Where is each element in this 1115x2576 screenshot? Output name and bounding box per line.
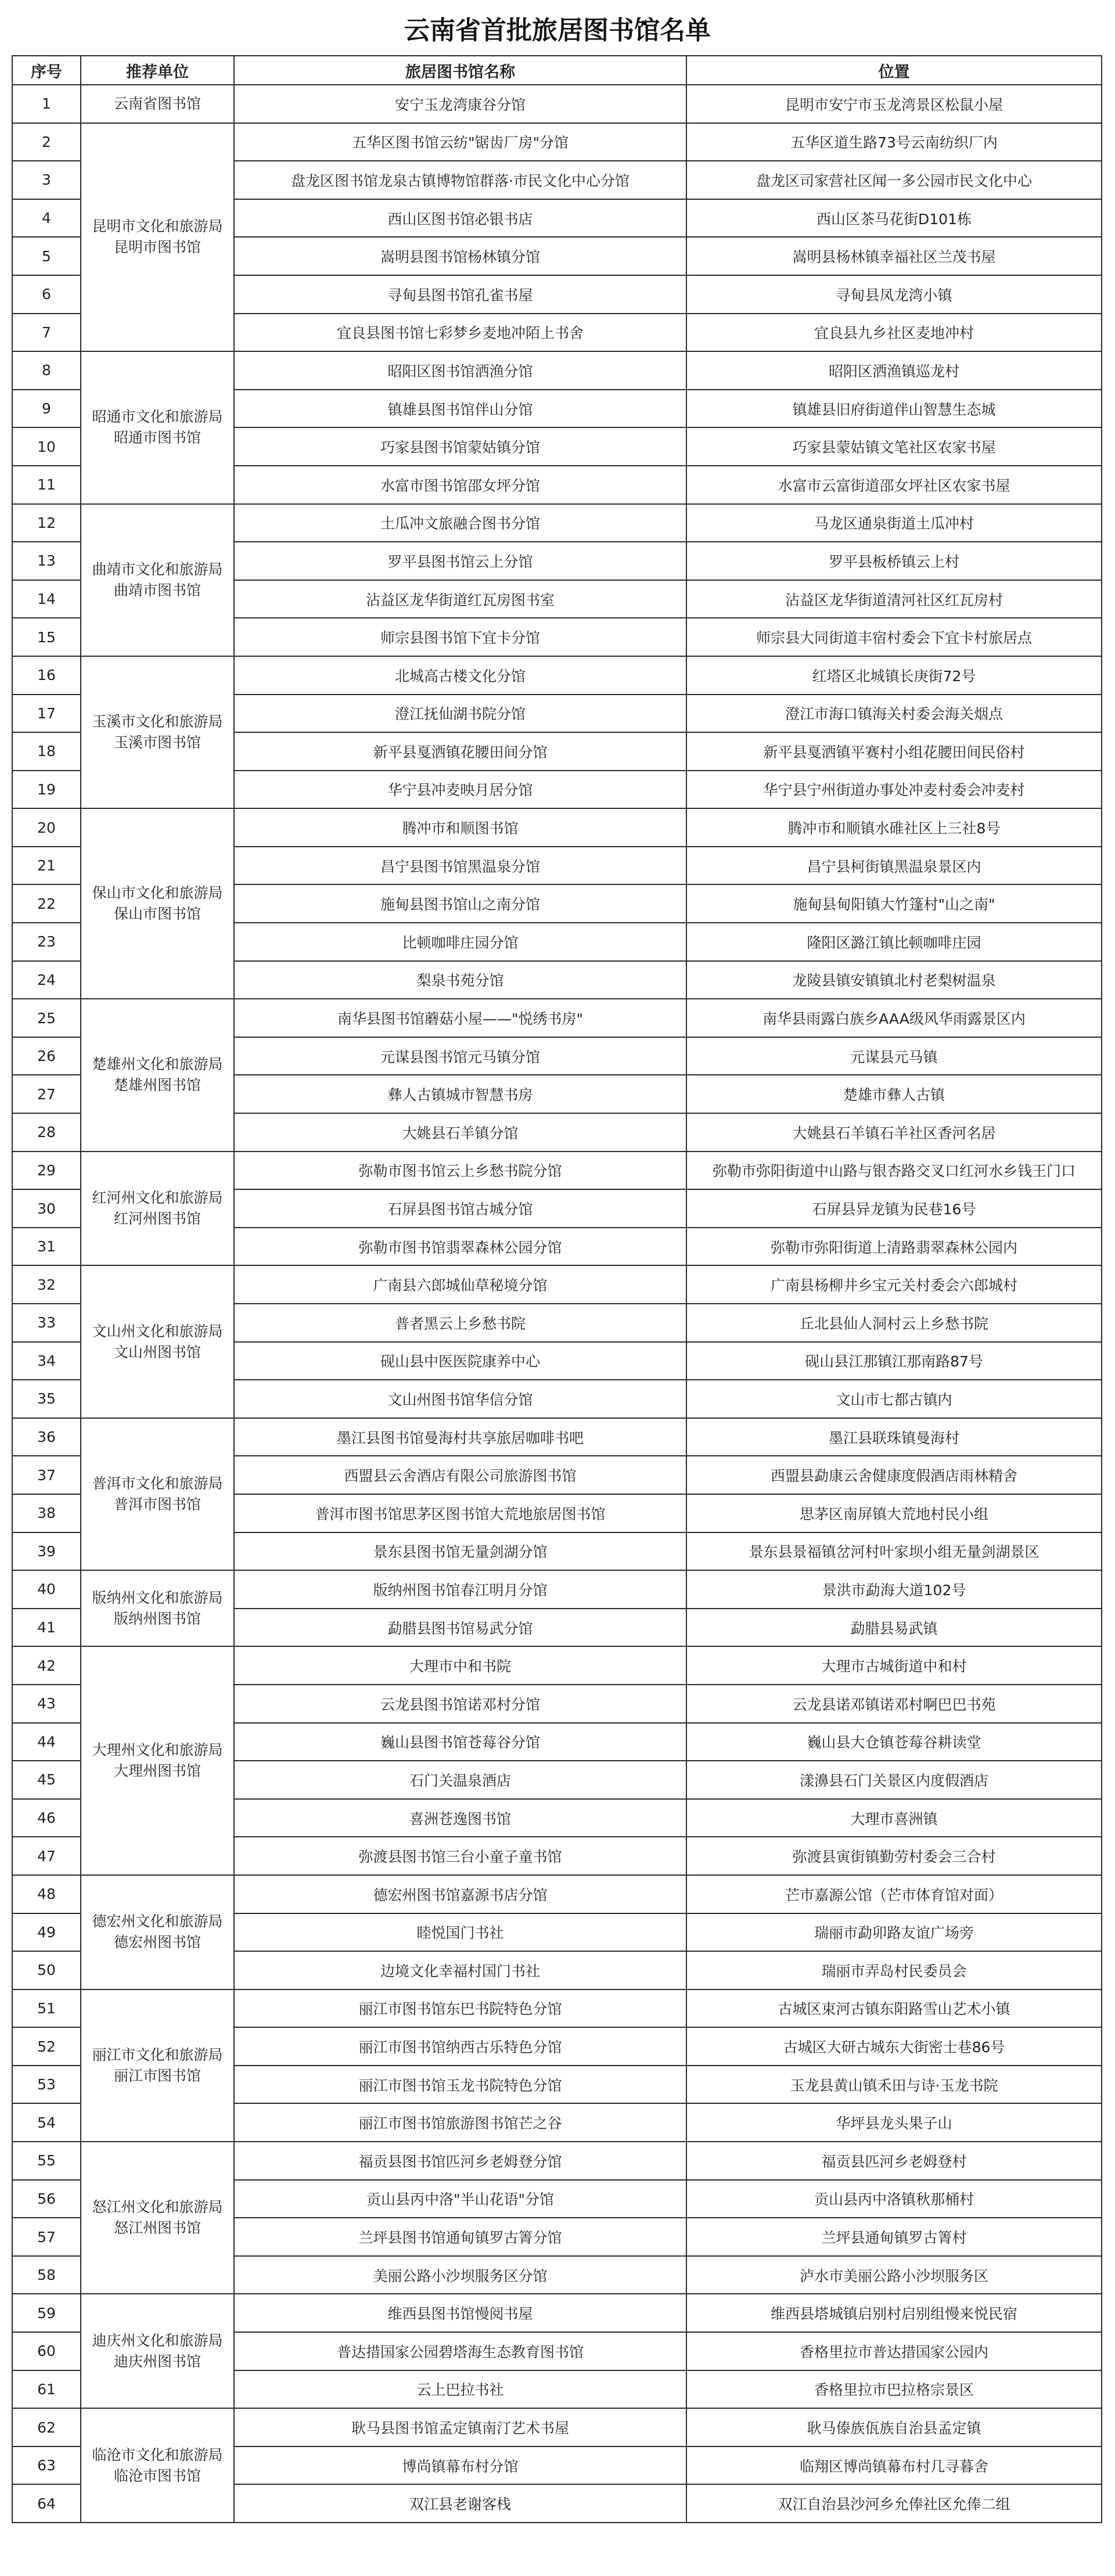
row-number: 1 [12, 85, 81, 123]
library-location: 耿马傣族佤族自治县孟定镇 [686, 2408, 1102, 2447]
library-name: 盘龙区图书馆龙泉古镇博物馆群落·市民文化中心分馆 [234, 161, 686, 199]
row-number: 51 [12, 1989, 81, 2028]
recommending-unit: 昆明市文化和旅游局 昆明市图书馆 [81, 123, 234, 352]
library-name: 墨江县图书馆曼海村共享旅居咖啡书吧 [234, 1418, 686, 1456]
row-number: 55 [12, 2142, 81, 2180]
library-location: 砚山县江那镇江那南路87号 [686, 1342, 1102, 1380]
recommending-unit: 文山州文化和旅游局 文山州图书馆 [81, 1265, 234, 1417]
library-name: 宜良县图书馆七彩梦乡麦地冲陌上书舍 [234, 314, 686, 352]
library-location: 马龙区通泉街道土瓜冲村 [686, 504, 1102, 542]
row-number: 53 [12, 2066, 81, 2104]
table-row [12, 504, 1102, 542]
row-number: 7 [12, 314, 81, 352]
library-location: 玉龙县黄山镇禾田与诗·玉龙书院 [686, 2066, 1102, 2104]
library-name: 维西县图书馆慢阅书屋 [234, 2294, 686, 2332]
library-name: 丽江市图书馆东巴书院特色分馆 [234, 1989, 686, 2028]
row-number: 64 [12, 2484, 81, 2523]
library-name: 文山州图书馆华信分馆 [234, 1380, 686, 1418]
row-number: 6 [12, 275, 81, 314]
row-number: 44 [12, 1723, 81, 1761]
row-number: 63 [12, 2447, 81, 2485]
library-location: 弥勒市弥阳街道上清路翡翠森林公园内 [686, 1228, 1102, 1266]
library-location: 思茅区南屏镇大荒地村民小组 [686, 1494, 1102, 1532]
library-location: 龙陵县镇安镇镇北村老梨树温泉 [686, 961, 1102, 999]
row-number: 47 [12, 1837, 81, 1875]
library-name: 镇雄县图书馆伴山分馆 [234, 390, 686, 428]
table-row [12, 123, 1102, 161]
row-number: 29 [12, 1152, 81, 1190]
library-location: 华坪县龙头果子山 [686, 2103, 1102, 2142]
library-location: 隆阳区潞江镇比顿咖啡庄园 [686, 923, 1102, 961]
row-number: 36 [12, 1418, 81, 1456]
library-name: 腾冲市和顺图书馆 [234, 808, 686, 847]
library-name: 丽江市图书馆旅游图书馆芒之谷 [234, 2103, 686, 2142]
row-number: 37 [12, 1456, 81, 1494]
library-name: 安宁玉龙湾康谷分馆 [234, 85, 686, 123]
row-number: 61 [12, 2370, 81, 2409]
row-number: 56 [12, 2180, 81, 2218]
table-row [12, 656, 1102, 695]
library-location: 罗平县板桥镇云上村 [686, 542, 1102, 580]
recommending-unit: 丽江市文化和旅游局 丽江市图书馆 [81, 1989, 234, 2142]
header-no: 序号 [12, 56, 81, 85]
row-number: 33 [12, 1304, 81, 1342]
library-location: 西盟县勐康云舍健康度假酒店雨林精舍 [686, 1456, 1102, 1494]
library-name: 昌宁县图书馆黑温泉分馆 [234, 847, 686, 885]
library-location: 澄江市海口镇海关村委会海关烟点 [686, 695, 1102, 733]
recommending-unit: 版纳州文化和旅游局 版纳州图书馆 [81, 1570, 234, 1646]
library-location: 丘北县仙人洞村云上乡愁书院 [686, 1304, 1102, 1342]
row-number: 23 [12, 923, 81, 961]
row-number: 18 [12, 732, 81, 771]
recommending-unit: 曲靖市文化和旅游局 曲靖市图书馆 [81, 504, 234, 656]
library-location: 景洪市勐海大道102号 [686, 1570, 1102, 1609]
row-number: 10 [12, 427, 81, 466]
library-location: 大理市古城街道中和村 [686, 1646, 1102, 1685]
row-number: 30 [12, 1189, 81, 1228]
library-name: 澄江抚仙湖书院分馆 [234, 695, 686, 733]
library-location: 水富市云富街道邵女坪社区农家书屋 [686, 466, 1102, 504]
row-number: 8 [12, 351, 81, 390]
library-name: 大理市中和书院 [234, 1646, 686, 1685]
library-name: 西盟县云舍酒店有限公司旅游图书馆 [234, 1456, 686, 1494]
row-number: 38 [12, 1494, 81, 1532]
row-number: 35 [12, 1380, 81, 1418]
table-row [12, 1418, 1102, 1456]
library-location: 双江自治县沙河乡允俸社区允俸二组 [686, 2484, 1102, 2523]
row-number: 57 [12, 2218, 81, 2256]
library-location: 勐腊县易武镇 [686, 1609, 1102, 1647]
library-location: 墨江县联珠镇曼海村 [686, 1418, 1102, 1456]
library-name: 巧家县图书馆蒙姑镇分馆 [234, 427, 686, 466]
library-location: 楚雄市彝人古镇 [686, 1075, 1102, 1113]
row-number: 13 [12, 542, 81, 580]
recommending-unit: 迪庆州文化和旅游局 迪庆州图书馆 [81, 2294, 234, 2408]
row-number: 52 [12, 2027, 81, 2066]
library-name: 沾益区龙华街道红瓦房图书室 [234, 580, 686, 618]
library-location: 文山市七都古镇内 [686, 1380, 1102, 1418]
library-name: 土瓜冲文旅融合图书分馆 [234, 504, 686, 542]
row-number: 59 [12, 2294, 81, 2332]
table-row [12, 1875, 1102, 1913]
library-location: 香格里拉市普达措国家公园内 [686, 2332, 1102, 2370]
library-name: 比顿咖啡庄园分馆 [234, 923, 686, 961]
library-name: 水富市图书馆邵女坪分馆 [234, 466, 686, 504]
library-location: 巧家县蒙姑镇文笔社区农家书屋 [686, 427, 1102, 466]
library-location: 华宁县宁州街道办事处冲麦村委会冲麦村 [686, 771, 1102, 809]
row-number: 21 [12, 847, 81, 885]
library-name: 梨泉书苑分馆 [234, 961, 686, 999]
row-number: 60 [12, 2332, 81, 2370]
library-location: 昌宁县柯街镇黑温泉景区内 [686, 847, 1102, 885]
library-name: 石门关温泉酒店 [234, 1761, 686, 1799]
row-number: 22 [12, 884, 81, 923]
row-number: 50 [12, 1951, 81, 1989]
row-number: 40 [12, 1570, 81, 1609]
library-name: 巍山县图书馆苍莓谷分馆 [234, 1723, 686, 1761]
library-location: 沾益区龙华街道清河社区红瓦房村 [686, 580, 1102, 618]
row-number: 5 [12, 237, 81, 275]
library-name: 师宗县图书馆下宜卡分馆 [234, 618, 686, 656]
row-number: 48 [12, 1875, 81, 1913]
library-name: 砚山县中医医院康养中心 [234, 1342, 686, 1380]
library-name: 弥渡县图书馆三台小童子童书馆 [234, 1837, 686, 1875]
library-name: 普达措国家公园碧塔海生态教育图书馆 [234, 2332, 686, 2370]
library-location: 贡山县丙中洛镇秋那桶村 [686, 2180, 1102, 2218]
row-number: 11 [12, 466, 81, 504]
library-name: 普者黑云上乡愁书院 [234, 1304, 686, 1342]
library-name: 版纳州图书馆春江明月分馆 [234, 1570, 686, 1609]
library-location: 红塔区北城镇长庚街72号 [686, 656, 1102, 695]
library-location: 芒市嘉源公馆（芒市体育馆对面） [686, 1875, 1102, 1913]
library-name: 嵩明县图书馆杨林镇分馆 [234, 237, 686, 275]
library-location: 元谋县元马镇 [686, 1037, 1102, 1075]
library-name: 丽江市图书馆纳西古乐特色分馆 [234, 2027, 686, 2066]
recommending-unit: 楚雄州文化和旅游局 楚雄州图书馆 [81, 999, 234, 1151]
library-location: 昆明市安宁市玉龙湾景区松鼠小屋 [686, 85, 1102, 123]
recommending-unit: 昭通市文化和旅游局 昭通市图书馆 [81, 351, 234, 503]
library-location: 新平县戛洒镇平赛村小组花腰田间民俗村 [686, 732, 1102, 771]
library-name: 云上巴拉书社 [234, 2370, 686, 2409]
table-header-row [12, 56, 1102, 85]
library-location: 泸水市美丽公路小沙坝服务区 [686, 2256, 1102, 2294]
row-number: 28 [12, 1113, 81, 1152]
library-location: 临翔区博尚镇幕布村几寻暮舍 [686, 2447, 1102, 2485]
library-name: 南华县图书馆蘑菇小屋——"悦绣书房" [234, 999, 686, 1037]
library-location: 香格里拉市巴拉格宗景区 [686, 2370, 1102, 2409]
library-location: 瑞丽市弄岛村民委员会 [686, 1951, 1102, 1989]
row-number: 54 [12, 2103, 81, 2142]
library-name: 兰坪县图书馆通甸镇罗古箐分馆 [234, 2218, 686, 2256]
library-location: 南华县雨露白族乡AAA级风华雨露景区内 [686, 999, 1102, 1037]
library-location: 师宗县大同街道丰宿村委会下宜卡村旅居点 [686, 618, 1102, 656]
library-name: 贡山县丙中洛"半山花语"分馆 [234, 2180, 686, 2218]
recommending-unit: 德宏州文化和旅游局 德宏州图书馆 [81, 1875, 234, 1989]
library-location: 昭阳区洒渔镇巡龙村 [686, 351, 1102, 390]
library-name: 普洱市图书馆思茅区图书馆大荒地旅居图书馆 [234, 1494, 686, 1532]
recommending-unit: 红河州文化和旅游局 红河州图书馆 [81, 1152, 234, 1266]
library-name: 边境文化幸福村国门书社 [234, 1951, 686, 1989]
row-number: 19 [12, 771, 81, 809]
library-location: 腾冲市和顺镇水碓社区上三社8号 [686, 808, 1102, 847]
row-number: 20 [12, 808, 81, 847]
row-number: 46 [12, 1799, 81, 1837]
library-location: 盘龙区司家营社区闻一多公园市民文化中心 [686, 161, 1102, 199]
library-location: 弥渡县寅街镇勤劳村委会三合村 [686, 1837, 1102, 1875]
row-number: 17 [12, 695, 81, 733]
row-number: 14 [12, 580, 81, 618]
header-location: 位置 [686, 56, 1102, 85]
library-location: 大理市喜洲镇 [686, 1799, 1102, 1837]
row-number: 39 [12, 1532, 81, 1571]
library-location: 弥勒市弥阳街道中山路与银杏路交叉口红河水乡钱王门口 [686, 1152, 1102, 1190]
library-name: 大姚县石羊镇分馆 [234, 1113, 686, 1152]
library-location: 宜良县九乡社区麦地冲村 [686, 314, 1102, 352]
library-location: 寻甸县凤龙湾小镇 [686, 275, 1102, 314]
library-location: 维西县塔城镇启别村启别组慢来悦民宿 [686, 2294, 1102, 2332]
library-name: 五华区图书馆云纺"锯齿厂房"分馆 [234, 123, 686, 161]
library-name: 新平县戛洒镇花腰田间分馆 [234, 732, 686, 771]
row-number: 24 [12, 961, 81, 999]
library-location: 瑞丽市勐卯路友谊广场旁 [686, 1913, 1102, 1952]
library-name: 华宁县冲麦映月居分馆 [234, 771, 686, 809]
row-number: 45 [12, 1761, 81, 1799]
table-row [12, 1646, 1102, 1685]
library-location: 福贡县匹河乡老姆登村 [686, 2142, 1102, 2180]
library-name: 北城高古楼文化分馆 [234, 656, 686, 695]
library-name: 元谋县图书馆元马镇分馆 [234, 1037, 686, 1075]
library-name: 广南县六郎城仙草秘境分馆 [234, 1265, 686, 1304]
library-location: 西山区茶马花街D101栋 [686, 199, 1102, 238]
library-location: 施甸县甸阳镇大竹篷村"山之南" [686, 884, 1102, 923]
library-name: 福贡县图书馆匹河乡老姆登分馆 [234, 2142, 686, 2180]
recommending-unit: 玉溪市文化和旅游局 玉溪市图书馆 [81, 656, 234, 808]
table-row [12, 85, 1102, 123]
row-number: 25 [12, 999, 81, 1037]
library-name: 德宏州图书馆嘉源书店分馆 [234, 1875, 686, 1913]
row-number: 32 [12, 1265, 81, 1304]
library-location: 景东县景福镇岔河村叶家坝小组无量剑湖景区 [686, 1532, 1102, 1571]
table-row [12, 1989, 1102, 2028]
row-number: 26 [12, 1037, 81, 1075]
library-location: 巍山县大仓镇苍莓谷耕读堂 [686, 1723, 1102, 1761]
library-location: 镇雄县旧府街道伴山智慧生态城 [686, 390, 1102, 428]
row-number: 3 [12, 161, 81, 199]
table-row [12, 2142, 1102, 2180]
library-name: 睦悦国门书社 [234, 1913, 686, 1952]
library-name: 施甸县图书馆山之南分馆 [234, 884, 686, 923]
library-name: 云龙县图书馆诺邓村分馆 [234, 1685, 686, 1723]
library-name: 勐腊县图书馆易武分馆 [234, 1609, 686, 1647]
page-title: 云南省首批旅居图书馆名单 [404, 16, 711, 45]
row-number: 34 [12, 1342, 81, 1380]
library-name: 寻甸县图书馆孔雀书屋 [234, 275, 686, 314]
library-name: 喜洲苍逸图书馆 [234, 1799, 686, 1837]
table-row [12, 2408, 1102, 2447]
library-name: 弥勒市图书馆翡翠森林公园分馆 [234, 1228, 686, 1266]
recommending-unit: 怒江州文化和旅游局 怒江州图书馆 [81, 2142, 234, 2294]
library-name: 彝人古镇城市智慧书房 [234, 1075, 686, 1113]
library-name: 耿马县图书馆孟定镇南汀艺术书屋 [234, 2408, 686, 2447]
row-number: 27 [12, 1075, 81, 1113]
library-name: 石屏县图书馆古城分馆 [234, 1189, 686, 1228]
library-location: 广南县杨柳井乡宝元关村委会六郎城村 [686, 1265, 1102, 1304]
table-row [12, 2294, 1102, 2332]
library-location: 大姚县石羊镇石羊社区香河名居 [686, 1113, 1102, 1152]
row-number: 9 [12, 390, 81, 428]
recommending-unit: 大理州文化和旅游局 大理州图书馆 [81, 1646, 234, 1875]
recommending-unit: 临沧市文化和旅游局 临沧市图书馆 [81, 2408, 234, 2523]
recommending-unit: 云南省图书馆 [81, 85, 234, 123]
row-number: 2 [12, 123, 81, 161]
row-number: 58 [12, 2256, 81, 2294]
table-row [12, 999, 1102, 1037]
library-location: 嵩明县杨林镇幸福社区兰茂书屋 [686, 237, 1102, 275]
library-location: 五华区道生路73号云南纺织厂内 [686, 123, 1102, 161]
row-number: 41 [12, 1609, 81, 1647]
library-location: 古城区大研古城东大街密士巷86号 [686, 2027, 1102, 2066]
table-row [12, 808, 1102, 847]
header-name: 旅居图书馆名称 [234, 56, 686, 85]
table-row [12, 1265, 1102, 1304]
row-number: 43 [12, 1685, 81, 1723]
library-name: 弥勒市图书馆云上乡愁书院分馆 [234, 1152, 686, 1190]
library-location: 云龙县诺邓镇诺邓村啊巴巴书苑 [686, 1685, 1102, 1723]
table-body [12, 85, 1102, 2523]
library-location: 古城区束河古镇东阳路雪山艺术小镇 [686, 1989, 1102, 2028]
header-unit: 推荐单位 [81, 56, 234, 85]
library-location: 石屏县异龙镇为民巷16号 [686, 1189, 1102, 1228]
row-number: 16 [12, 656, 81, 695]
row-number: 62 [12, 2408, 81, 2447]
table-row [12, 351, 1102, 390]
library-name: 丽江市图书馆玉龙书院特色分馆 [234, 2066, 686, 2104]
row-number: 42 [12, 1646, 81, 1685]
library-name: 景东县图书馆无量剑湖分馆 [234, 1532, 686, 1571]
library-name: 西山区图书馆必银书店 [234, 199, 686, 238]
library-location: 兰坪县通甸镇罗古箐村 [686, 2218, 1102, 2256]
library-name: 美丽公路小沙坝服务区分馆 [234, 2256, 686, 2294]
library-name: 罗平县图书馆云上分馆 [234, 542, 686, 580]
row-number: 15 [12, 618, 81, 656]
row-number: 49 [12, 1913, 81, 1952]
table-row [12, 1570, 1102, 1609]
library-name: 昭阳区图书馆洒渔分馆 [234, 351, 686, 390]
library-table [12, 55, 1102, 2523]
row-number: 12 [12, 504, 81, 542]
library-name: 双江县老谢客栈 [234, 2484, 686, 2523]
recommending-unit: 保山市文化和旅游局 保山市图书馆 [81, 808, 234, 999]
library-name: 博尚镇幕布村分馆 [234, 2447, 686, 2485]
row-number: 4 [12, 199, 81, 238]
row-number: 31 [12, 1228, 81, 1266]
table-row [12, 1152, 1102, 1190]
library-location: 漾濞县石门关景区内度假酒店 [686, 1761, 1102, 1799]
recommending-unit: 普洱市文化和旅游局 普洱市图书馆 [81, 1418, 234, 1570]
